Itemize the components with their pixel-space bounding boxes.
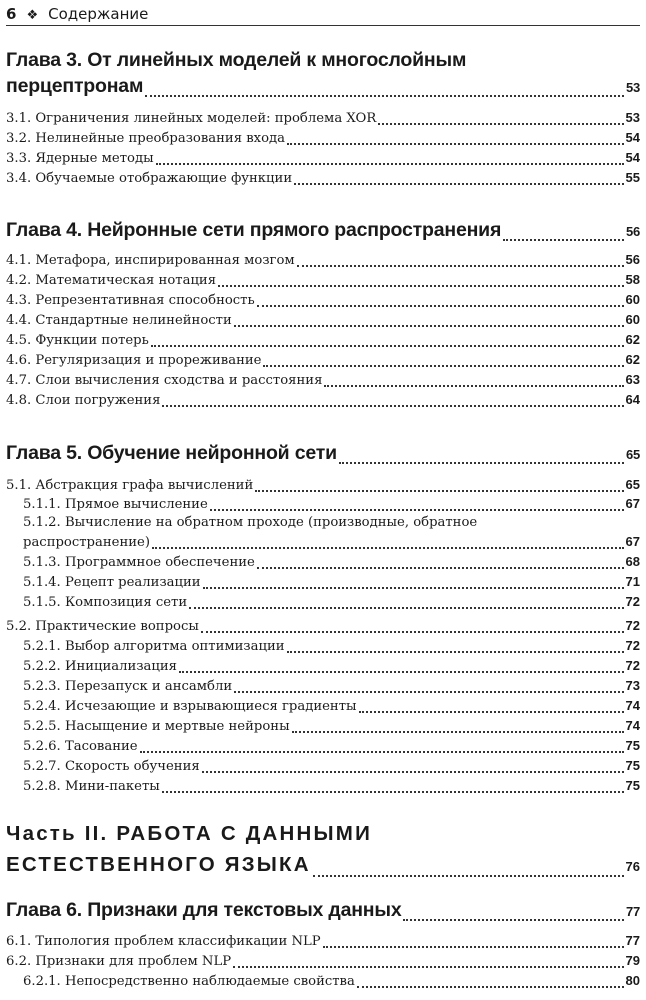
dot-leader: [359, 710, 624, 713]
toc-entry[interactable]: [6, 756, 640, 777]
dot-leader: [234, 324, 624, 327]
dot-leader: [503, 238, 624, 241]
toc-entry[interactable]: [6, 217, 640, 245]
toc-entry[interactable]: [6, 250, 640, 271]
toc-entry-title: 3.4. Обучаемые отображающие функции: [6, 171, 293, 186]
toc-entry[interactable]: [6, 696, 640, 717]
toc-entry[interactable]: [6, 552, 640, 573]
toc-entry-title: 6.1. Типология проблем классификации NLP: [6, 934, 321, 949]
dot-leader: [339, 461, 624, 464]
dot-leader: [403, 918, 623, 921]
dot-leader: [156, 162, 624, 165]
dot-leader: [323, 945, 624, 948]
toc-entry-title: перцептронам: [6, 75, 144, 97]
toc-entry-page: 56: [625, 224, 640, 239]
toc-entry-page: 65: [625, 477, 640, 492]
toc-entry[interactable]: [6, 73, 640, 101]
toc-entry[interactable]: [6, 951, 640, 972]
toc-entry[interactable]: [6, 716, 640, 737]
toc-entry-title: Глава 4. Нейронные сети прямого распространения: [6, 219, 502, 241]
dot-leader: [233, 965, 623, 968]
toc-entry-title: 6.2.1. Непосредственно наблюдаемые свойства: [23, 974, 355, 989]
dot-leader: [151, 344, 624, 347]
toc-entry-title: 3.1. Ограничения линейных моделей: проблема XOR: [6, 111, 377, 126]
toc-entry[interactable]: [6, 270, 640, 291]
dot-leader: [152, 546, 624, 549]
toc-entry-page: 73: [625, 678, 640, 693]
toc-entry[interactable]: [6, 820, 640, 848]
dot-leader: [378, 122, 623, 125]
toc-entry-title: 5.1.5. Композиция сети: [23, 595, 188, 610]
toc-entry-title: 3.3. Ядерные методы: [6, 151, 154, 166]
toc-entry-title: 4.6. Регуляризация и прореживание: [6, 353, 262, 368]
toc-entry[interactable]: [6, 475, 640, 496]
toc-entry-page: 58: [625, 272, 640, 287]
toc-entry-page: 72: [625, 658, 640, 673]
toc-entry-title: 5.2.3. Перезапуск и ансамбли: [23, 679, 233, 694]
toc-entry[interactable]: [6, 494, 640, 515]
toc-entry-title: 4.4. Стандартные нелинейности: [6, 313, 232, 328]
dot-leader: [357, 985, 624, 988]
dot-leader: [234, 690, 623, 693]
toc-entry-page: 67: [625, 534, 640, 549]
toc-entry-title: 4.1. Метафора, инспирированная мозгом: [6, 253, 295, 268]
toc-entry[interactable]: [6, 440, 640, 468]
dot-leader: [140, 750, 624, 753]
toc-entry-title: 5.1.3. Программное обеспечение: [23, 555, 255, 570]
toc-entry-page: 74: [625, 698, 640, 713]
toc-entry-page: 62: [625, 352, 640, 367]
running-header: [6, 3, 640, 26]
toc-entry-page: 54: [625, 130, 640, 145]
dot-leader: [257, 566, 624, 569]
toc-entry-page: 75: [625, 778, 640, 793]
toc-entry-page: 77: [625, 904, 640, 919]
toc-entry-title: 5.1. Абстракция графа вычислений: [6, 478, 254, 493]
toc-entry[interactable]: [6, 128, 640, 149]
dot-leader: [287, 650, 624, 653]
toc-entry[interactable]: [6, 897, 640, 925]
toc-entry-title: 6.2. Признаки для проблем NLP: [6, 954, 232, 969]
toc-entry[interactable]: [6, 931, 640, 952]
toc-entry[interactable]: [6, 513, 640, 533]
dot-leader: [189, 606, 623, 609]
running-title: Содержание: [48, 5, 149, 23]
toc-entry[interactable]: [6, 532, 640, 553]
toc-entry[interactable]: [6, 310, 640, 331]
toc-entry-page: 55: [625, 170, 640, 185]
toc-entry[interactable]: [6, 572, 640, 593]
page-number: 6: [6, 5, 17, 23]
toc-entry-title: 5.2.5. Насыщение и мертвые нейроны: [23, 719, 290, 734]
dot-leader: [292, 730, 624, 733]
dot-leader: [201, 630, 624, 633]
toc-entry-page: 53: [625, 80, 640, 95]
toc-entry[interactable]: [6, 108, 640, 129]
toc-entry-page: 63: [625, 372, 640, 387]
toc-entry-title: Часть II. РАБОТА С ДАННЫМИ: [6, 822, 373, 845]
toc-entry-page: 65: [625, 447, 640, 462]
toc-entry-page: 67: [625, 496, 640, 511]
toc-entry-title: Глава 5. Обучение нейронной сети: [6, 442, 337, 464]
dot-leader: [218, 284, 624, 287]
toc-entry[interactable]: [6, 290, 640, 311]
toc-entry-title: 5.2.1. Выбор алгоритма оптимизации: [23, 639, 285, 654]
toc-entry-page: 56: [625, 252, 640, 267]
toc-entry[interactable]: [6, 47, 640, 73]
toc-entry[interactable]: [6, 168, 640, 189]
toc-entry-page: 74: [625, 718, 640, 733]
toc-entry-title: 5.1.4. Рецепт реализации: [23, 575, 201, 590]
toc-entry[interactable]: [6, 851, 640, 881]
dot-leader: [210, 508, 624, 511]
toc-entry-page: 72: [625, 638, 640, 653]
toc-entry-title: 5.1.2. Вычисление на обратном проходе (производные, обратное: [23, 515, 478, 530]
dot-leader: [263, 364, 623, 367]
dot-leader: [179, 670, 624, 673]
toc-entry[interactable]: [6, 736, 640, 757]
toc-entry[interactable]: [6, 592, 640, 613]
toc-entry-title: 5.2. Практические вопросы: [6, 619, 199, 634]
toc-entry-page: 77: [625, 933, 640, 948]
dot-leader: [287, 142, 624, 145]
toc-entry-page: 60: [625, 292, 640, 307]
toc-entry-title: 5.2.4. Исчезающие и взрывающиеся градиенты: [23, 699, 357, 714]
toc-entry-page: 75: [625, 758, 640, 773]
toc-entry-title: 4.5. Функции потерь: [6, 333, 149, 348]
toc-entry-title: 5.2.2. Инициализация: [23, 659, 177, 674]
dot-leader: [297, 264, 624, 267]
toc-entry[interactable]: [6, 776, 640, 797]
dot-leader: [313, 874, 624, 877]
toc-entry-page: 72: [625, 618, 640, 633]
toc-entry-title: ЕСТЕСТВЕННОГО ЯЗЫКА: [6, 853, 311, 876]
toc-entry-title: 4.2. Математическая нотация: [6, 273, 217, 288]
toc-entry-page: 75: [625, 738, 640, 753]
toc-entry-title: 4.3. Репрезентативная способность: [6, 293, 255, 308]
toc-entry-page: 79: [625, 953, 640, 968]
toc-entry-page: 60: [625, 312, 640, 327]
toc-entry-title: 5.2.6. Тасование: [23, 739, 138, 754]
toc-entry[interactable]: [6, 676, 640, 697]
toc-entry[interactable]: [6, 636, 640, 657]
toc-entry[interactable]: [6, 616, 640, 637]
toc-entry-page: 71: [625, 574, 640, 589]
toc-entry[interactable]: [6, 148, 640, 169]
toc-entry-page: 76: [625, 859, 640, 874]
dot-leader: [203, 586, 624, 589]
toc-entry[interactable]: [6, 390, 640, 411]
toc-entry[interactable]: [6, 350, 640, 371]
toc-entry-title: 4.7. Слои вычисления сходства и расстояния: [6, 373, 323, 388]
toc-entry-page: 53: [625, 110, 640, 125]
toc-entry-title: 5.2.7. Скорость обучения: [23, 759, 200, 774]
toc-entry-page: 72: [625, 594, 640, 609]
toc-entry-title: 3.2. Нелинейные преобразования входа: [6, 131, 286, 146]
toc-entry[interactable]: [6, 370, 640, 391]
toc-entry-title: Глава 6. Признаки для текстовых данных: [6, 899, 402, 921]
dot-leader: [255, 489, 623, 492]
dot-leader: [257, 304, 624, 307]
dot-leader: [202, 770, 624, 773]
toc-entry-title: распространение): [23, 535, 150, 550]
toc-entry-title: 5.1.1. Прямое вычисление: [23, 497, 208, 512]
toc-entry[interactable]: [6, 656, 640, 677]
dot-leader: [145, 94, 624, 97]
toc-entry-page: 68: [625, 554, 640, 569]
toc-entry-page: 64: [625, 392, 640, 407]
toc-entry-title: 5.2.8. Мини-пакеты: [23, 779, 160, 794]
dot-leader: [294, 182, 623, 185]
toc-entry-title: 4.8. Слои погружения: [6, 393, 161, 408]
toc-entry-page: 62: [625, 332, 640, 347]
dot-leader: [162, 790, 624, 793]
toc-entry-page: 54: [625, 150, 640, 165]
dot-leader: [162, 404, 623, 407]
ornament-icon: ❖: [26, 8, 39, 23]
dot-leader: [324, 384, 623, 387]
toc-entry[interactable]: [6, 971, 640, 992]
toc-entry[interactable]: [6, 330, 640, 351]
toc-entry-title: Глава 3. От линейных моделей к многослойным: [6, 49, 467, 71]
toc-entry-page: 80: [625, 973, 640, 988]
